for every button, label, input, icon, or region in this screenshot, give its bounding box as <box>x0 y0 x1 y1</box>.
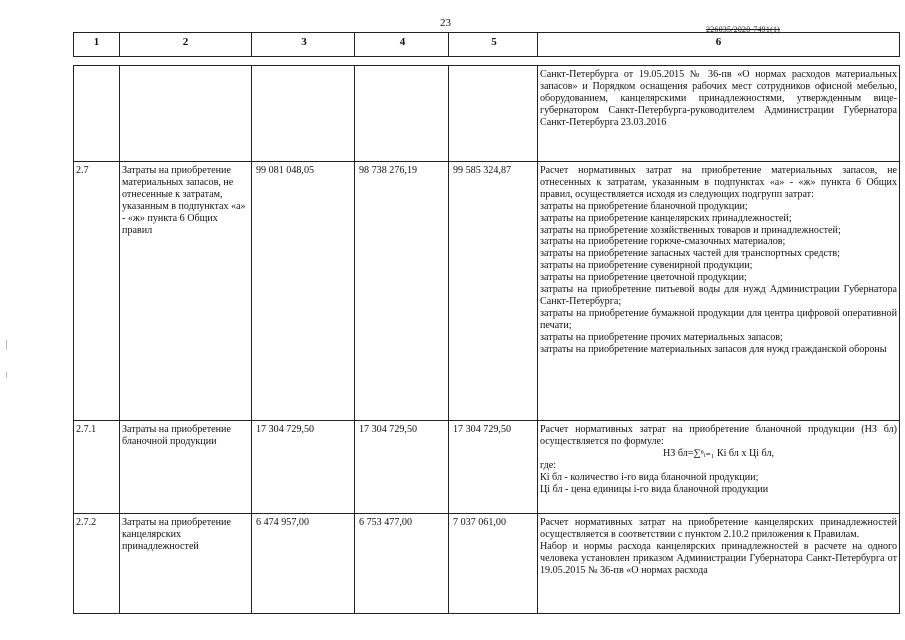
row-description <box>538 421 900 514</box>
row-value-3: 99 585 324,87 <box>449 162 538 421</box>
row-value-3: 17 304 729,50 <box>449 421 538 514</box>
row-value-2: 98 738 276,19 <box>355 162 449 421</box>
description-paragraph: Расчет нормативных затрат на приобретение материальных запасов, не отнесенных к затратам, указанным в подпунктах «а» - «ж» пункта 6 Общих правил, осуществляется исходя из следующих подгрупп затрат: <box>540 165 897 200</box>
column-header-6: 6 <box>538 33 900 57</box>
row-number: 2.7.1 <box>74 421 120 514</box>
formula: НЗ бл=∑ⁿᵢ₌₁ Кi бл х Цi бл, <box>662 447 775 459</box>
description-paragraph: Расчет нормативных затрат на приобретение канцелярских принадлежностей осуществляется в соответствии с пунктом 2.10.2 приложения к Правилам. <box>540 517 897 540</box>
row-number <box>74 66 120 162</box>
column-header-5: 5 <box>449 33 538 57</box>
description-line: затраты на приобретение запасных частей для транспортных средств; <box>540 248 840 260</box>
description-line: затраты на приобретение цветочной продукции; <box>540 272 747 284</box>
description-line: затраты на приобретение сувенирной продукции; <box>540 260 753 272</box>
row-name: Затраты на приобретение канцелярских принадлежностей <box>120 514 252 614</box>
row-value-1 <box>252 66 355 162</box>
document-code: 226035/2020-7491(1) <box>706 25 781 34</box>
row-value-2 <box>355 66 449 162</box>
column-header-3: 3 <box>252 33 355 57</box>
column-header-2: 2 <box>120 33 252 57</box>
row-name: Затраты на приобретение материальных запасов, не отнесенные к затратам, указанным в подпунктах «а» - «ж» пункта 6 Общих правил <box>120 162 252 421</box>
description-line: затраты на приобретение канцелярских принадлежностей; <box>540 212 792 224</box>
description-line: затраты на приобретение материальных запасов для нужд гражданской обороны <box>540 343 887 355</box>
table-row <box>74 162 900 421</box>
column-header-1: 1 <box>74 33 120 57</box>
table-row <box>74 421 900 514</box>
row-value-3 <box>449 66 538 162</box>
description-line: Кi бл - количество i-го вида бланочной продукции; <box>540 471 759 483</box>
row-description <box>538 162 900 421</box>
row-name: Затраты на приобретение бланочной продукции <box>120 421 252 514</box>
row-description <box>538 66 900 162</box>
scan-margin-mark <box>6 372 7 378</box>
row-value-1: 99 081 048,05 <box>252 162 355 421</box>
row-description <box>538 514 900 614</box>
column-header-4: 4 <box>355 33 449 57</box>
costs-table <box>73 65 900 614</box>
row-value-2: 6 753 477,00 <box>355 514 449 614</box>
description-line: затраты на приобретение бланочной продукции; <box>540 200 748 212</box>
row-value-1: 6 474 957,00 <box>252 514 355 614</box>
row-number: 2.7 <box>74 162 120 421</box>
row-value-2: 17 304 729,50 <box>355 421 449 514</box>
description-paragraph: Набор и нормы расхода канцелярских принадлежностей в расчете на одного человека установлен приказом Администрации Губернатора Санкт-Петербурга от 19.05.2015 № 36-пв «О нормах расхода <box>540 540 897 576</box>
row-name <box>120 66 252 162</box>
description-line: затраты на приобретение горюче-смазочных материалов; <box>540 236 786 248</box>
page-number: 23 <box>440 17 451 29</box>
description-paragraph: Санкт-Петербурга от 19.05.2015 № 36-пв «О нормах расходов материальных запасов» и Порядком оснащения рабочих мест сотрудников офисной мебелью, оборудованием, канцелярскими принадлежностями, утвержденным вице-губернатором Санкт-Петербурга-руководителем Администрации Губернатора Санкт-Петербурга 23.03.2016 <box>540 69 897 128</box>
table-row <box>74 514 900 614</box>
description-line: затраты на приобретение прочих материальных запасов; <box>540 331 783 343</box>
description-paragraph: Расчет нормативных затрат на приобретение бланочной продукции (НЗ бл) осуществляется по формуле: <box>540 424 897 447</box>
row-value-1: 17 304 729,50 <box>252 421 355 514</box>
table-row <box>74 66 900 162</box>
description-line: затраты на приобретение хозяйственных товаров и принадлежностей; <box>540 224 841 236</box>
row-number: 2.7.2 <box>74 514 120 614</box>
description-line: затраты на приобретение бумажной продукции для центра цифровой оперативной печати; <box>540 307 897 331</box>
scan-margin-mark <box>6 340 7 350</box>
description-line: где: <box>540 459 557 471</box>
row-value-3: 7 037 061,00 <box>449 514 538 614</box>
column-header-table <box>73 32 900 57</box>
description-line: затраты на приобретение питьевой воды для нужд Администрации Губернатора Санкт-Петербурга; <box>540 284 897 307</box>
description-line: Цi бл - цена единицы i-го вида бланочной продукции <box>540 483 769 495</box>
